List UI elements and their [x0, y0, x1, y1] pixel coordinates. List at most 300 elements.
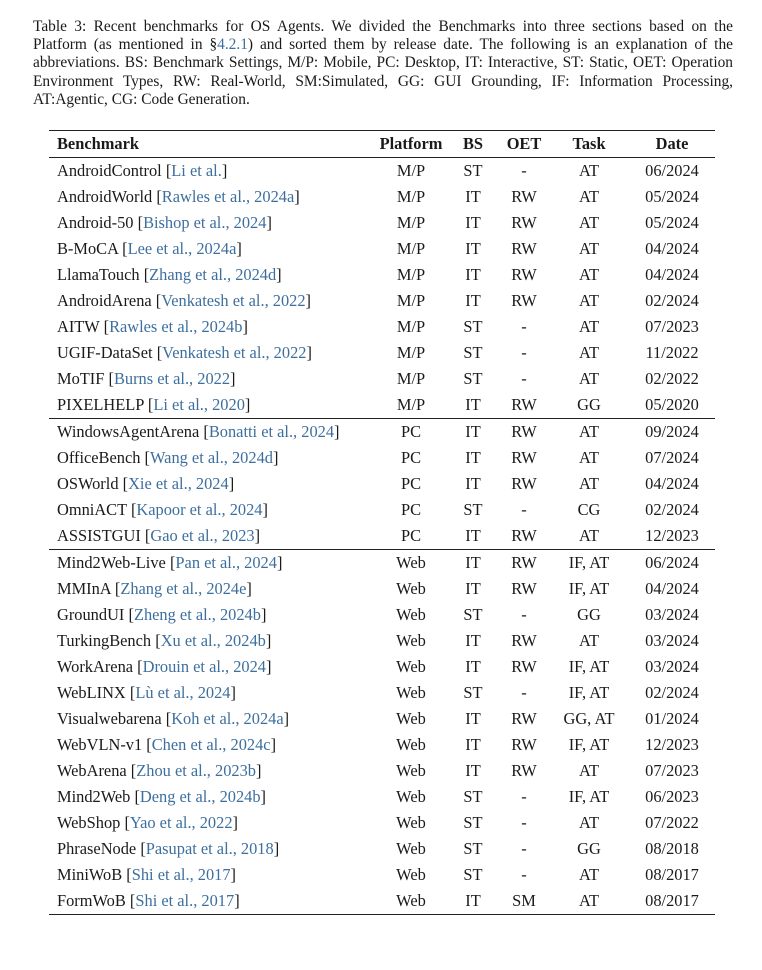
bs-cell: ST	[463, 369, 483, 388]
header-oet: OET	[499, 131, 549, 158]
benchmark-cell	[49, 680, 375, 706]
caption-text-before: Table 3: Recent benchmarks for OS Agents. We divided the Benchmarks into three sections based on the Platform (as mentioned in §	[33, 18, 733, 54]
citation-bracket-open: [	[156, 187, 162, 206]
citation-bracket-close: ]	[242, 317, 248, 336]
citation-bracket-open: [	[134, 787, 140, 806]
benchmark-name: OmniACT	[57, 500, 127, 519]
benchmark-name: PhraseNode	[57, 839, 137, 858]
table-row	[49, 810, 715, 836]
task-cell: AT	[578, 187, 600, 206]
bs-cell: ST	[463, 161, 483, 180]
date-cell: 02/2024	[645, 291, 699, 310]
bs-cell: IT	[465, 213, 481, 232]
citation-link[interactable]: Pasupat et al., 2018	[145, 839, 274, 858]
benchmark-name: MoTIF	[57, 369, 105, 388]
platform-cell: Web	[396, 865, 426, 884]
date-cell: 12/2023	[645, 735, 699, 754]
header-benchmark: Benchmark	[49, 131, 375, 158]
task-cell: AT	[578, 474, 600, 493]
oet-cell: -	[521, 839, 527, 858]
date-cell: 05/2024	[645, 187, 699, 206]
platform-cell: Web	[375, 888, 447, 915]
citation-bracket-close: ]	[305, 291, 312, 310]
citation-bracket-close: ]	[334, 422, 340, 441]
citation-link[interactable]: Chen et al., 2024c	[151, 735, 271, 754]
task-cell: IF, AT	[568, 787, 610, 806]
citation-bracket-open: [	[140, 839, 146, 858]
benchmark-name: FormWoB	[57, 891, 126, 910]
citation-bracket-open: [	[156, 343, 163, 362]
benchmark-name: WorkArena	[57, 657, 134, 676]
citation-bracket-close: ]	[260, 605, 267, 624]
benchmark-cell	[49, 550, 375, 577]
citation-link[interactable]: Wang et al., 2024d	[150, 448, 273, 467]
benchmark-name: PIXELHELP	[57, 395, 144, 414]
platform-cell: Web	[396, 787, 426, 806]
platform-cell: PC	[400, 526, 422, 545]
citation-bracket-open: [	[146, 735, 152, 754]
date-cell: 05/2024	[645, 213, 699, 232]
citation-bracket-open: [	[129, 683, 136, 702]
citation-link[interactable]: Koh et al., 2024a	[171, 709, 284, 728]
date-cell: 09/2024	[629, 419, 715, 446]
platform-cell: M/P	[396, 239, 426, 258]
platform-cell: Web	[396, 579, 426, 598]
citation-bracket-open: [	[129, 891, 136, 910]
date-cell: 04/2024	[645, 239, 699, 258]
table-row	[49, 888, 715, 915]
citation-bracket-open: [	[130, 761, 137, 780]
oet-cell: RW	[511, 239, 537, 258]
task-cell: AT	[578, 761, 600, 780]
citation-link[interactable]: Pan et al., 2024	[175, 553, 277, 572]
table-row	[49, 236, 715, 262]
oet-cell: -	[521, 500, 527, 519]
citation-bracket-open: [	[169, 553, 176, 572]
benchmark-name: WindowsAgentArena	[57, 422, 200, 441]
task-cell: AT	[578, 369, 600, 388]
task-cell: AT	[578, 291, 600, 310]
table-body	[49, 158, 715, 915]
benchmark-cell	[49, 288, 375, 314]
benchmark-cell	[49, 888, 375, 915]
task-cell: AT	[578, 317, 600, 336]
benchmark-name: Mind2Web-Live	[57, 553, 166, 572]
table-row	[49, 758, 715, 784]
citation-bracket-close: ]	[283, 709, 290, 728]
table-row	[49, 628, 715, 654]
date-cell: 05/2020	[645, 395, 699, 414]
bs-cell: IT	[465, 761, 481, 780]
table-row	[49, 550, 715, 577]
benchmark-cell	[49, 523, 375, 550]
table-row	[49, 732, 715, 758]
caption-text-after: ) and sorted them by release date. The following is an explanation of the abbreviations. BS: Benchmark Settings, M/P: Mobile, PC: Desktop, IT: Interactive, ST: Static, OET: Operation Environment Types, RW: Real-World, SM:Simulated, GG: GUI Grounding, IF: Information Processing, AT:Agentic, CG: Code Generation.	[33, 36, 733, 108]
bs-cell: ST	[463, 605, 483, 624]
table-row	[49, 862, 715, 888]
bs-cell: IT	[465, 448, 481, 467]
benchmark-cell	[49, 366, 375, 392]
benchmark-cell	[49, 210, 375, 236]
bs-cell: IT	[465, 187, 481, 206]
citation-bracket-open: [	[203, 422, 209, 441]
table-row	[49, 602, 715, 628]
citation-link[interactable]: Li et al.	[171, 161, 222, 180]
table-row	[49, 836, 715, 862]
citation-link[interactable]: Zhou et al., 2023b	[136, 761, 256, 780]
oet-cell: -	[521, 787, 527, 806]
citation-link[interactable]: Li et al., 2020	[153, 395, 245, 414]
oet-cell: -	[521, 161, 527, 180]
table-row	[49, 158, 715, 185]
date-cell: 02/2022	[645, 369, 699, 388]
date-cell: 12/2023	[645, 526, 699, 545]
benchmark-cell	[49, 314, 375, 340]
header-task: Task	[549, 131, 629, 158]
citation-bracket-open: [	[155, 631, 161, 650]
benchmark-name: WebLINX	[57, 683, 126, 702]
header-date: Date	[629, 131, 715, 158]
oet-cell: -	[521, 865, 527, 884]
citation-bracket-open: [	[144, 448, 151, 467]
platform-cell: M/P	[396, 317, 426, 336]
task-cell: IF, AT	[568, 579, 610, 598]
oet-cell: RW	[511, 579, 537, 598]
date-cell: 06/2024	[629, 550, 715, 577]
platform-cell: Web	[396, 657, 426, 676]
section-ref-link[interactable]: 4.2.1	[217, 36, 248, 54]
bs-cell: ST	[463, 787, 483, 806]
citation-link[interactable]: Burns et al., 2022	[113, 369, 231, 388]
citation-bracket-open: [	[103, 317, 110, 336]
benchmark-cell	[49, 445, 375, 471]
oet-cell: -	[521, 369, 527, 388]
benchmark-cell	[49, 602, 375, 628]
table-row	[49, 392, 715, 419]
citation-bracket-close: ]	[262, 500, 268, 519]
platform-cell: M/P	[396, 161, 426, 180]
task-cell: AT	[549, 888, 629, 915]
oet-cell: RW	[511, 291, 537, 310]
benchmark-name: OSWorld	[57, 474, 119, 493]
date-cell: 06/2024	[645, 161, 699, 180]
citation-bracket-close: ]	[266, 213, 272, 232]
platform-cell: M/P	[396, 213, 426, 232]
benchmark-cell	[49, 471, 375, 497]
table-row	[49, 654, 715, 680]
citation-bracket-close: ]	[221, 161, 228, 180]
date-cell: 11/2022	[645, 343, 699, 362]
date-cell: 06/2023	[645, 787, 699, 806]
citation-link[interactable]: Rawles et al., 2024a	[161, 187, 295, 206]
task-cell: AT	[578, 448, 600, 467]
citation-bracket-open: [	[137, 213, 144, 232]
platform-cell: PC	[375, 419, 447, 446]
date-cell: 08/2018	[645, 839, 699, 858]
citation-bracket-open: [	[144, 526, 151, 545]
benchmark-name: OfficeBench	[57, 448, 141, 467]
table-row	[49, 497, 715, 523]
citation-link[interactable]: Zhang et al., 2024e	[120, 579, 247, 598]
citation-link[interactable]: Drouin et al., 2024	[142, 657, 266, 676]
citation-bracket-close: ]	[234, 891, 240, 910]
bs-cell: ST	[463, 813, 483, 832]
benchmark-name: MMInA	[57, 579, 111, 598]
citation-bracket-open: [	[126, 865, 132, 884]
citation-bracket-open: [	[165, 161, 172, 180]
task-cell: AT	[578, 213, 600, 232]
platform-cell: PC	[400, 448, 422, 467]
platform-cell: Web	[396, 631, 426, 650]
task-cell: GG	[577, 395, 601, 414]
oet-cell: RW	[511, 657, 537, 676]
citation-bracket-close: ]	[270, 735, 277, 754]
platform-cell: Web	[396, 709, 426, 728]
benchmark-name: MiniWoB	[57, 865, 123, 884]
citation-bracket-open: [	[114, 579, 121, 598]
platform-cell: M/P	[396, 343, 426, 362]
date-cell: 02/2024	[645, 683, 699, 702]
task-cell: CG	[577, 500, 601, 519]
citation-bracket-close: ]	[230, 865, 237, 884]
benchmark-name: Visualwebarena	[57, 709, 162, 728]
bs-cell: IT	[447, 550, 499, 577]
oet-cell: -	[521, 605, 527, 624]
table-row	[49, 340, 715, 366]
table-row	[49, 445, 715, 471]
benchmark-cell	[49, 158, 375, 185]
citation-link[interactable]: Kapoor et al., 2024	[136, 500, 263, 519]
citation-link[interactable]: Zhang et al., 2024d	[149, 265, 277, 284]
table-row	[49, 184, 715, 210]
oet-cell: RW	[511, 735, 537, 754]
benchmark-cell	[49, 392, 375, 419]
benchmark-name: B-MoCA	[57, 239, 119, 258]
date-cell: 07/2022	[645, 813, 699, 832]
citation-bracket-open: [	[137, 657, 143, 676]
benchmark-name: LlamaTouch	[57, 265, 140, 284]
bs-cell: IT	[465, 709, 481, 728]
task-cell: AT	[578, 161, 600, 180]
platform-cell: M/P	[396, 291, 426, 310]
task-cell: IF, AT	[549, 550, 629, 577]
benchmark-cell	[49, 732, 375, 758]
table-row	[49, 576, 715, 602]
benchmark-name: TurkingBench	[57, 631, 152, 650]
citation-bracket-close: ]	[272, 448, 279, 467]
platform-cell: Web	[396, 605, 426, 624]
benchmark-name: WebVLN-v1	[57, 735, 143, 754]
table-row	[49, 262, 715, 288]
benchmark-cell	[49, 784, 375, 810]
benchmark-cell	[49, 706, 375, 732]
citation-bracket-close: ]	[228, 474, 235, 493]
benchmark-name: AndroidControl	[57, 161, 162, 180]
oet-cell: -	[521, 813, 527, 832]
date-cell: 04/2024	[645, 265, 699, 284]
citation-link[interactable]: Xu et al., 2024b	[160, 631, 266, 650]
benchmark-cell	[49, 576, 375, 602]
citation-link[interactable]: Rawles et al., 2024b	[109, 317, 243, 336]
citation-link[interactable]: Xie et al., 2024	[128, 474, 229, 493]
citation-bracket-close: ]	[232, 813, 238, 832]
task-cell: AT	[578, 865, 600, 884]
table-row	[49, 680, 715, 706]
citation-link[interactable]: Shi et al., 2017	[135, 891, 235, 910]
date-cell: 03/2024	[645, 657, 699, 676]
date-cell: 07/2023	[645, 317, 699, 336]
task-cell: AT	[578, 265, 600, 284]
benchmark-cell	[49, 654, 375, 680]
citation-link[interactable]: Lee et al., 2024a	[127, 239, 237, 258]
oet-cell: RW	[511, 474, 537, 493]
citation-bracket-close: ]	[260, 787, 267, 806]
benchmark-cell	[49, 810, 375, 836]
citation-bracket-close: ]	[230, 369, 236, 388]
citation-link[interactable]: Gao et al., 2023	[150, 526, 255, 545]
task-cell: AT	[578, 813, 600, 832]
citation-bracket-open: [	[130, 500, 137, 519]
benchmark-cell	[49, 262, 375, 288]
platform-cell: Web	[396, 761, 426, 780]
date-cell: 03/2024	[645, 631, 699, 650]
task-cell: AT	[549, 419, 629, 446]
citation-link[interactable]: Zheng et al., 2024b	[133, 605, 261, 624]
benchmark-cell	[49, 340, 375, 366]
citation-bracket-open: [	[124, 813, 130, 832]
citation-bracket-open: [	[143, 265, 150, 284]
bs-cell: IT	[465, 395, 481, 414]
table-row	[49, 419, 715, 446]
bs-cell: ST	[463, 839, 483, 858]
platform-cell: M/P	[396, 369, 426, 388]
task-cell: IF, AT	[568, 683, 610, 702]
bs-cell: IT	[465, 631, 481, 650]
citation-link[interactable]: Bonatti et al., 2024	[208, 422, 335, 441]
citation-link[interactable]: Deng et al., 2024b	[139, 787, 261, 806]
platform-cell: PC	[400, 474, 422, 493]
oet-cell: RW	[499, 419, 549, 446]
table-row	[49, 366, 715, 392]
benchmark-name: AITW	[57, 317, 100, 336]
benchmark-name: WebShop	[57, 813, 121, 832]
benchmark-cell	[49, 419, 375, 446]
task-cell: AT	[578, 526, 600, 545]
benchmark-table	[49, 130, 715, 915]
benchmark-cell	[49, 628, 375, 654]
date-cell: 08/2017	[645, 865, 699, 884]
oet-cell: RW	[511, 526, 537, 545]
oet-cell: RW	[511, 631, 537, 650]
table-header-row	[49, 131, 715, 158]
oet-cell: RW	[511, 265, 537, 284]
benchmark-name: UGIF-DataSet	[57, 343, 153, 362]
citation-bracket-open: [	[108, 369, 114, 388]
bs-cell: IT	[465, 474, 481, 493]
task-cell: AT	[578, 343, 600, 362]
bs-cell: ST	[463, 500, 483, 519]
table-caption	[33, 18, 733, 109]
platform-cell: M/P	[396, 187, 426, 206]
platform-cell: Web	[375, 550, 447, 577]
bs-cell: IT	[447, 419, 499, 446]
table-row	[49, 314, 715, 340]
citation-bracket-close: ]	[254, 526, 261, 545]
header-platform: Platform	[375, 131, 447, 158]
benchmark-cell	[49, 184, 375, 210]
date-cell: 04/2024	[645, 474, 699, 493]
citation-bracket-close: ]	[255, 761, 262, 780]
platform-cell: M/P	[396, 265, 426, 284]
citation-bracket-close: ]	[265, 631, 272, 650]
oet-cell: -	[521, 317, 527, 336]
bs-cell: ST	[463, 865, 483, 884]
citation-bracket-open: [	[122, 239, 128, 258]
oet-cell: RW	[511, 448, 537, 467]
platform-cell: Web	[396, 735, 426, 754]
benchmark-cell	[49, 758, 375, 784]
citation-link[interactable]: Bishop et al., 2024	[143, 213, 267, 232]
oet-cell: RW	[511, 709, 537, 728]
benchmark-name: AndroidArena	[57, 291, 152, 310]
task-cell: AT	[578, 631, 600, 650]
citation-bracket-close: ]	[276, 265, 282, 284]
date-cell: 07/2024	[645, 448, 699, 467]
citation-link[interactable]: Lù et al., 2024	[135, 683, 231, 702]
citation-link[interactable]: Yao et al., 2022	[129, 813, 233, 832]
bs-cell: IT	[465, 579, 481, 598]
header-bs: BS	[447, 131, 499, 158]
bs-cell: IT	[447, 888, 499, 915]
oet-cell: RW	[499, 550, 549, 577]
bs-cell: IT	[465, 657, 481, 676]
task-cell: IF, AT	[568, 735, 610, 754]
benchmark-name: Android-50	[57, 213, 134, 232]
citation-bracket-close: ]	[276, 553, 283, 572]
table-row	[49, 523, 715, 550]
citation-bracket-close: ]	[294, 187, 300, 206]
benchmark-name: GroundUI	[57, 605, 125, 624]
table-row	[49, 471, 715, 497]
benchmark-name: ASSISTGUI	[57, 526, 141, 545]
citation-link[interactable]: Venkatesh et al., 2022	[161, 291, 306, 310]
bs-cell: ST	[463, 343, 483, 362]
bs-cell: ST	[463, 317, 483, 336]
platform-cell: Web	[396, 813, 426, 832]
task-cell: IF, AT	[568, 657, 610, 676]
task-cell: GG, AT	[563, 709, 615, 728]
task-cell: GG	[577, 839, 601, 858]
date-cell: 07/2023	[645, 761, 699, 780]
citation-bracket-open: [	[122, 474, 129, 493]
citation-link[interactable]: Venkatesh et al., 2022	[162, 343, 307, 362]
bs-cell: IT	[465, 291, 481, 310]
benchmark-name: Mind2Web	[57, 787, 131, 806]
benchmark-cell	[49, 836, 375, 862]
platform-cell: M/P	[396, 395, 426, 414]
platform-cell: Web	[396, 839, 426, 858]
citation-bracket-close: ]	[244, 395, 251, 414]
citation-link[interactable]: Shi et al., 2017	[131, 865, 231, 884]
date-cell: 03/2024	[645, 605, 699, 624]
citation-bracket-open: [	[147, 395, 154, 414]
citation-bracket-close: ]	[230, 683, 236, 702]
citation-bracket-close: ]	[306, 343, 312, 362]
citation-bracket-close: ]	[266, 657, 272, 676]
bs-cell: IT	[465, 735, 481, 754]
bs-cell: IT	[465, 239, 481, 258]
date-cell: 04/2024	[645, 579, 699, 598]
